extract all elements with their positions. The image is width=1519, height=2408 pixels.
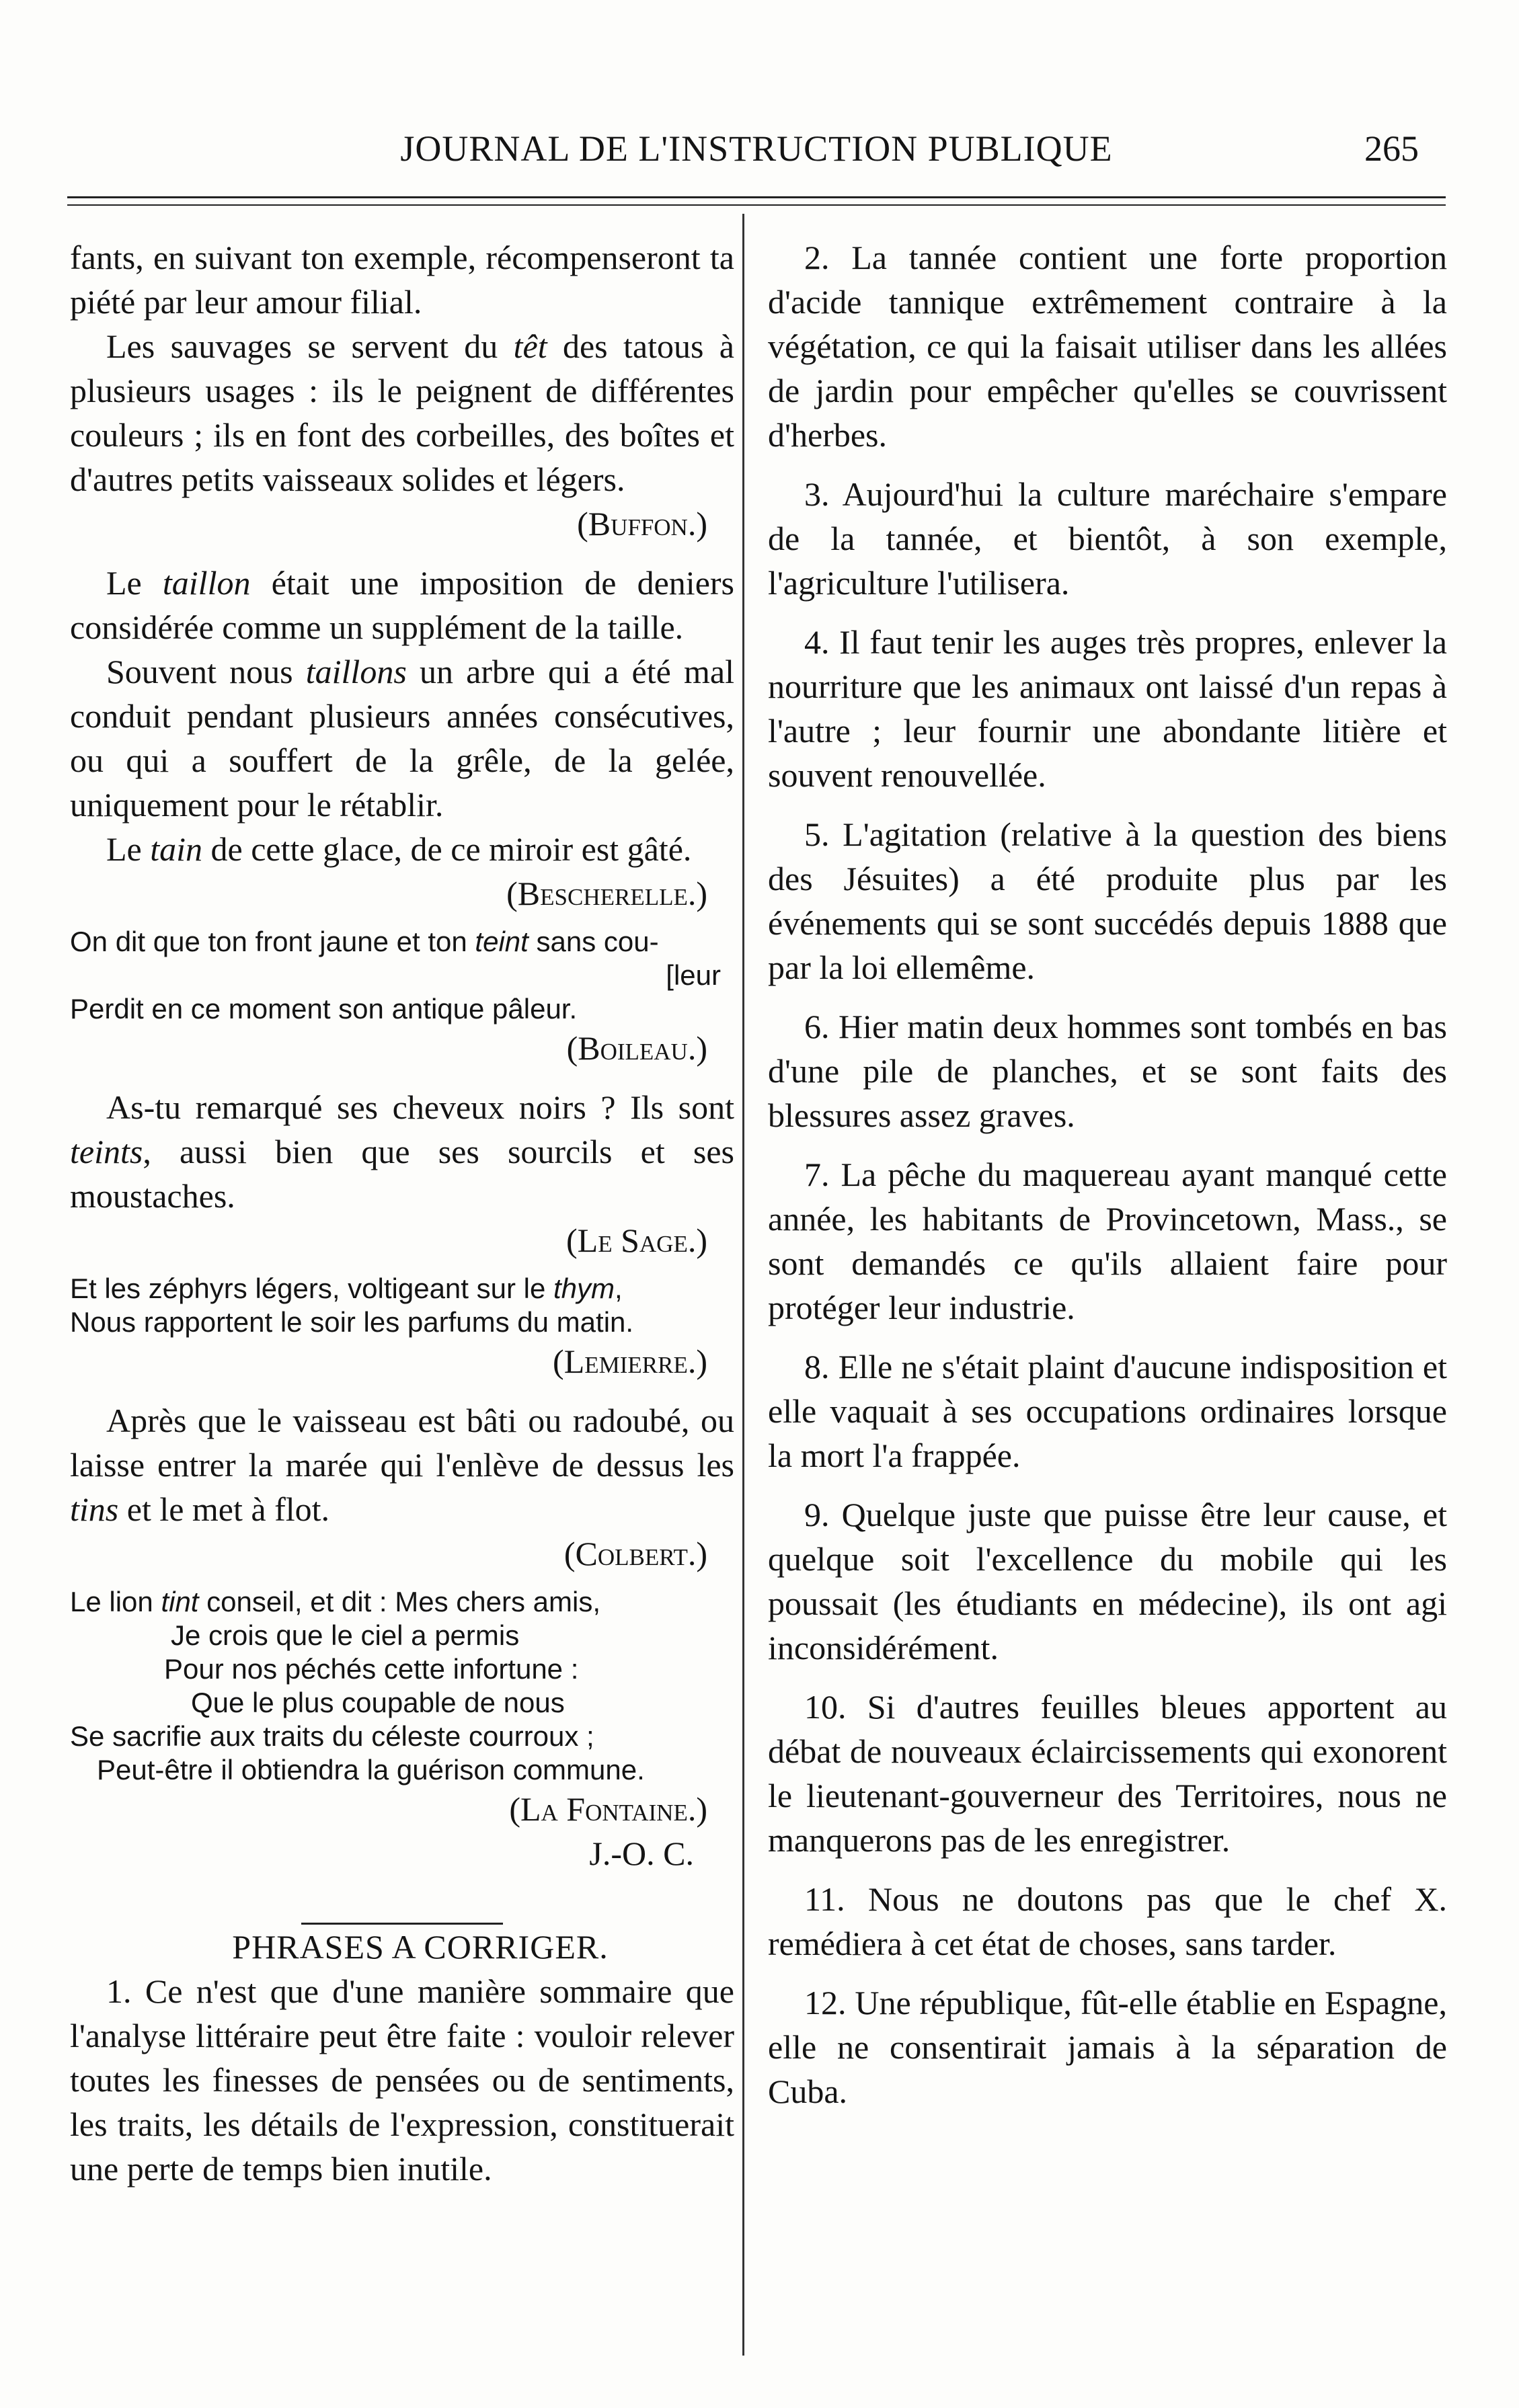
source-citation: (Le Sage.) [566,1221,707,1259]
header-rule [67,196,1446,198]
paragraph: fants, en suivant ton exemple, récompenseront ta piété par leur amour filial. [70,239,734,321]
source-citation: (Bescherelle.) [506,875,707,912]
paragraph: Souvent nous taillons un arbre qui a été mal conduit pendant plusieurs années consécutives, ou qui a souffert de la grêle, de la gelée, uniquement pour le rétablir. [70,653,734,824]
page-header [67,128,1446,182]
paragraph: As-tu remarqué ses cheveux noirs ? Ils sont teints, aussi bien que ses sourcils et ses moustaches. [70,1088,734,1215]
verse-line: Peut-être il obtiendra la guérison commune. [97,1754,645,1785]
verse-quote [70,925,734,1026]
verse-line: Et les zéphyrs légers, voltigeant sur le thym, [70,1273,623,1304]
exercise-item: 10. Si d'autres feuilles bleues apportent au débat de nouveaux éclaircissements qui exonorent le lieutenant-gouverneur des Territoires, nous ne manquerons pas de les enregistrer. [768,1688,1447,1859]
verse-quote [70,1272,734,1339]
exercise-item: 2. La tannée contient une forte proportion d'acide tannique extrêmement contraire à la végétation, ce qui la faisait utiliser dans les allées de jardin pour empêcher qu'elles se couvrissent d'herbes. [768,239,1447,454]
verse-line: Que le plus coupable de nous [191,1687,565,1718]
paragraph: Le taillon était une imposition de deniers considérée comme un supplément de la taille. [70,564,734,646]
exercise-item: 12. Une république, fût-elle établie en Espagne, elle ne consentirait jamais à la séparation de Cuba. [768,1984,1447,2110]
exercise-item: 1. Ce n'est que d'une manière sommaire que l'analyse littéraire peut être faite : vouloir relever toutes les finesses de pensées ou de sentiments, les traits, les détails de l'expression, constituerait une perte de temps bien inutile. [70,1972,734,2188]
source-citation: (Boileau.) [566,1029,707,1067]
verse-line: Nous rapportent le soir les parfums du matin. [70,1306,634,1338]
column-divider [742,214,744,2356]
exercise-item: 8. Elle ne s'était plaint d'aucune indisposition et elle vaquait à ses occupations ordinaires lorsque la mort l'a frappée. [768,1348,1447,1474]
verse-line: Se sacrifie aux traits du céleste courroux ; [70,1720,594,1752]
paragraph: Après que le vaisseau est bâti ou radoubé, ou laisse entrer la marée qui l'enlève de dessus les tins et le met à flot. [70,1402,734,1528]
exercise-item: 3. Aujourd'hui la culture maréchaire s'empare de la tannée, et bientôt, à son exemple, l'agriculture l'utilisera. [768,475,1447,602]
exercise-item: 9. Quelque juste que puisse être leur cause, et quelque soit l'excellence du mobile qui les poussait (les étudiants en médecine), ils ont agi inconsidérément. [768,1496,1447,1667]
exercise-item: 7. La pêche du maquereau ayant manqué cette année, les habitants de Provincetown, Mass., se sont demandés ce qu'ils allaient faire pour protéger leur industrie. [768,1156,1447,1326]
page-number: 265 [1364,128,1419,169]
exercise-item: 5. L'agitation (relative à la question des biens des Jésuites) a été produite plus par les événements qui se sont succédés depuis 1888 que par la loi ellemême. [768,815,1447,986]
source-citation: (La Fontaine.) [509,1790,707,1828]
source-citation: (Lemierre.) [553,1342,707,1380]
left-column [70,235,734,2191]
right-column [768,235,1447,2114]
exercise-item: 4. Il faut tenir les auges très propres, enlever la nourriture que les animaux ont laissé d'un repas à l'autre ; leur fournir une abondante litière et souvent renouvellée. [768,623,1447,794]
header-rule-double [67,204,1446,206]
source-citation: (Colbert.) [563,1535,707,1572]
paragraph: Les sauvages se servent du têt des tatous à plusieurs usages : ils le peignent de différentes couleurs ; ils en font des corbeilles, des boîtes et d'autres petits vaisseaux solides et légers. [70,327,734,498]
source-citation: (Buffon.) [577,505,707,543]
verse-line: On dit que ton front jaune et ton teint sans cou- [70,926,659,957]
section-title: PHRASES A CORRIGER. [232,1928,609,1966]
verse-line: Je crois que le ciel a permis [171,1619,520,1651]
verse-line: [leur [666,959,721,991]
verse-line: Le lion tint conseil, et dit : Mes chers amis, [70,1586,601,1617]
exercise-item: 6. Hier matin deux hommes sont tombés en bas d'une pile de planches, et se sont faits des blessures assez graves. [768,1008,1447,1134]
verse-quote [70,1585,734,1787]
verse-line: Perdit en ce moment son antique pâleur. [70,993,578,1025]
verse-line: Pour nos péchés cette infortune : [164,1653,579,1685]
exercise-item: 11. Nous ne doutons pas que le chef X. remédiera à cet état de choses, sans tarder. [768,1880,1447,1962]
signature: J.-O. C. [589,1835,694,1872]
journal-title: JOURNAL DE L'INSTRUCTION PUBLIQUE [400,128,1113,169]
paragraph: Le tain de cette glace, de ce miroir est gâté. [106,830,692,868]
